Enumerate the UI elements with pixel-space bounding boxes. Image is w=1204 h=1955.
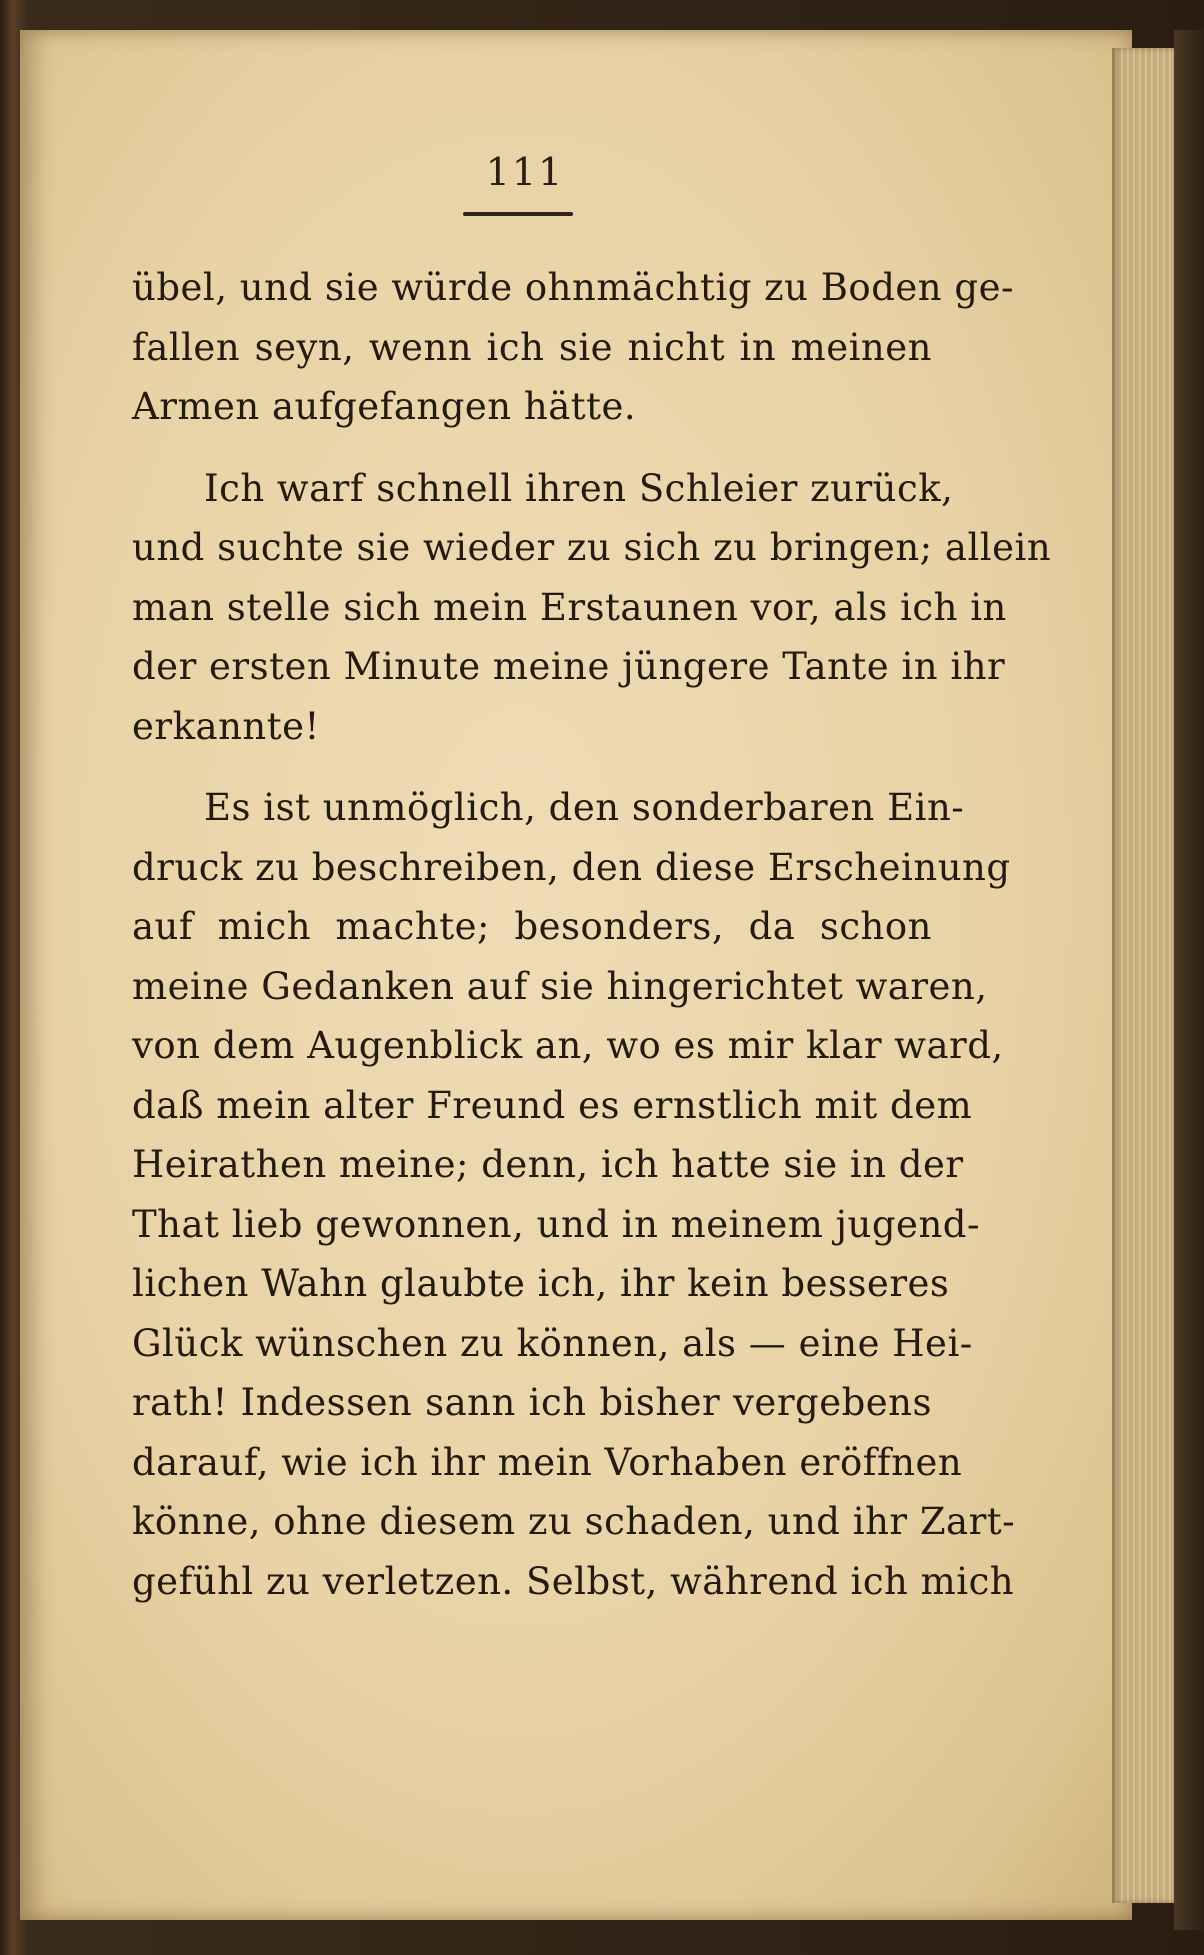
text-line: Glück wünschen zu können, als — eine Hei- bbox=[132, 1321, 973, 1365]
text-line: rath! Indessen sann ich bisher vergebens bbox=[132, 1381, 932, 1424]
header-rule bbox=[463, 212, 573, 216]
text-line: meine Gedanken auf sie hingerichtet waren, bbox=[132, 964, 988, 1008]
cover-edge bbox=[1174, 30, 1204, 1930]
paragraph-gap bbox=[132, 756, 932, 778]
text-line: Ich warf schnell ihren Schleier zurück, bbox=[204, 466, 954, 510]
text-line: Es ist unmöglich, den sonderbaren Ein- bbox=[204, 786, 965, 829]
text-line: gefühl zu verletzen. Selbst, während ich mich bbox=[132, 1559, 1015, 1603]
text-line: erkannte! bbox=[132, 704, 320, 748]
text-line: und suchte sie wieder zu sich zu bringen; allein bbox=[132, 526, 1052, 569]
paragraph-gap bbox=[132, 437, 932, 459]
text-line: man stelle sich mein Erstaunen vor, als ich in bbox=[132, 585, 1007, 629]
text-line: von dem Augenblick an, wo es mir klar ward, bbox=[132, 1024, 1004, 1067]
text-line: druck zu beschreiben, den diese Erscheinung bbox=[132, 845, 1011, 889]
page-text bbox=[132, 258, 1052, 1611]
text-line: darauf, wie ich ihr mein Vorhaben eröffnen bbox=[132, 1440, 963, 1484]
text-line: lichen Wahn glaubte ich, ihr kein besseres bbox=[132, 1262, 950, 1305]
text-line: übel, und sie würde ohnmächtig zu Boden ge- bbox=[132, 266, 1014, 309]
text-line: Armen aufgefangen hätte. bbox=[132, 385, 637, 428]
text-line: auf mich machte; besonders, da schon bbox=[132, 905, 932, 948]
text-line: That lieb gewonnen, und in meinem jugend- bbox=[132, 1202, 980, 1246]
text-line: könne, ohne diesem zu schaden, und ihr Zart- bbox=[132, 1500, 1016, 1543]
text-line: daß mein alter Freund es ernstlich mit dem bbox=[132, 1083, 973, 1127]
page-edges bbox=[1112, 48, 1177, 1903]
text-line: fallen seyn, wenn ich sie nicht in meinen bbox=[132, 325, 932, 369]
page-number: 111 bbox=[485, 150, 565, 194]
text-line: der ersten Minute meine jüngere Tante in ihr bbox=[132, 645, 1006, 688]
text-line: Heirathen meine; denn, ich hatte sie in der bbox=[132, 1143, 964, 1186]
